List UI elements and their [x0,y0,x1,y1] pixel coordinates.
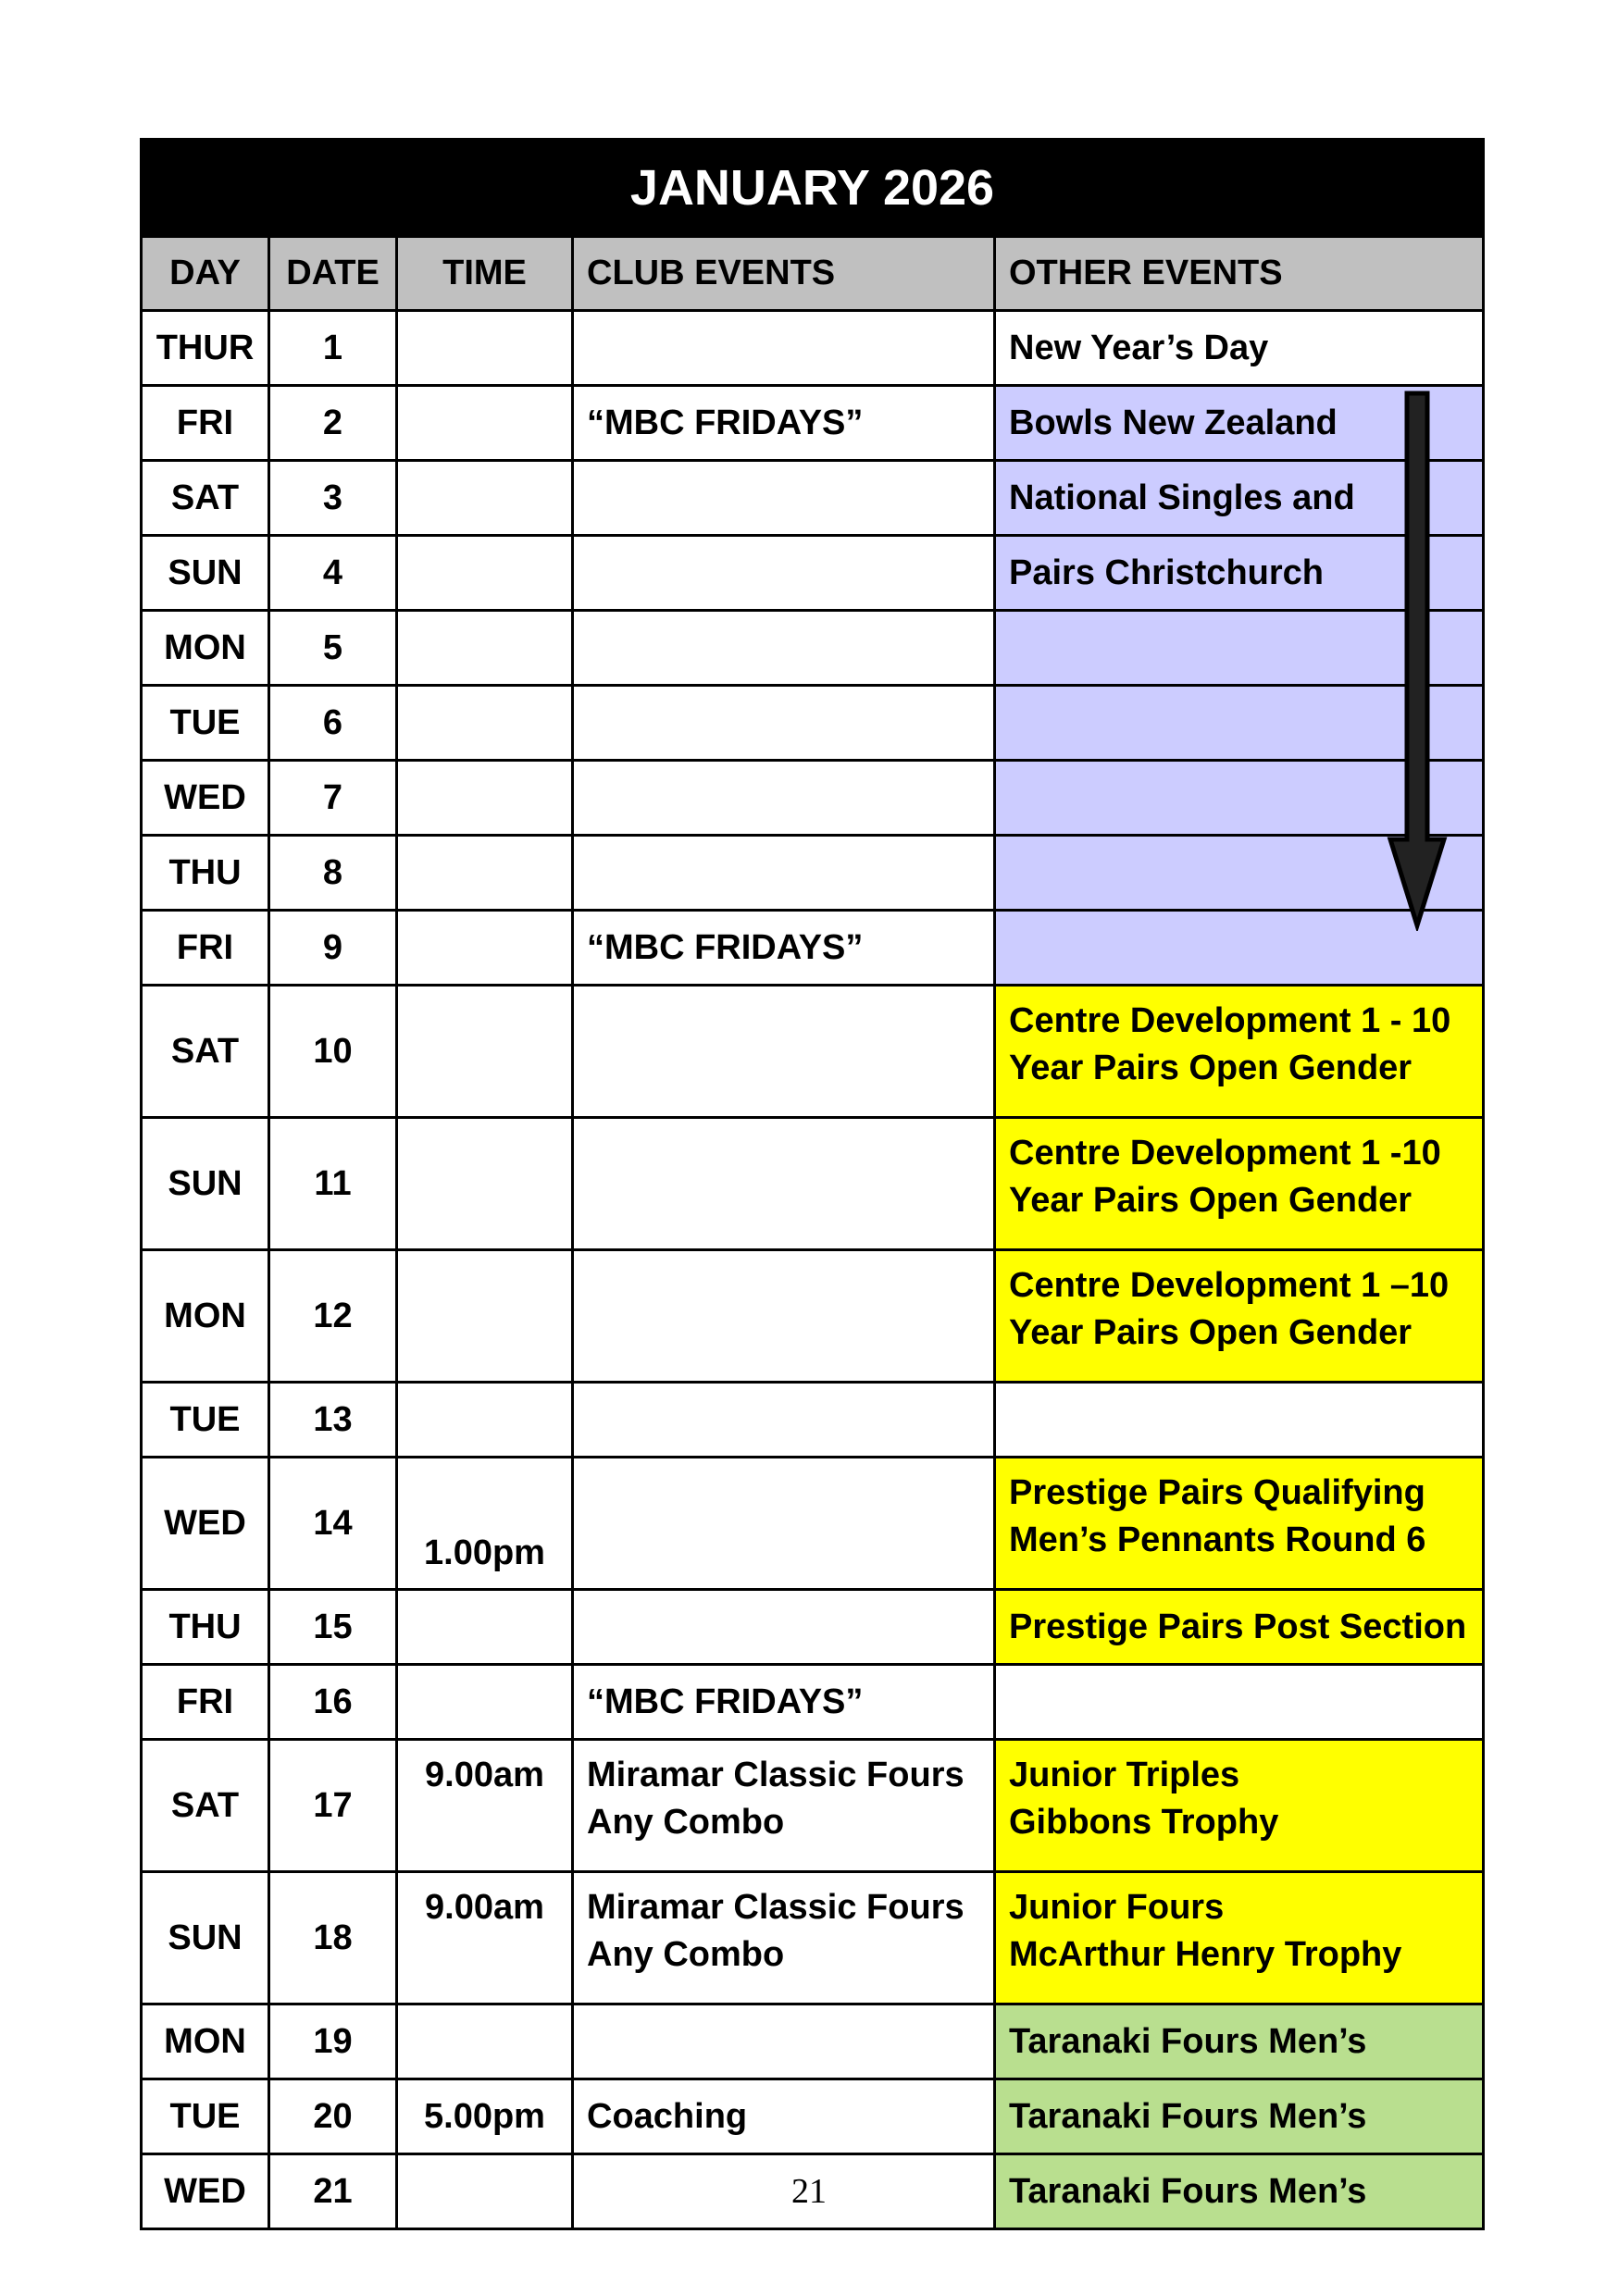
time-cell [397,461,573,536]
date-cell-text: 17 [313,1785,353,1825]
day-cell-text: TUE [169,2096,241,2136]
date-cell-text: 2 [322,403,343,442]
day-cell-text: TUE [169,702,241,742]
club-event-cell [573,1250,995,1383]
other-event-cell-text: National Singles and [1009,478,1355,517]
other-event-cell-text: Centre Development 1 -10 [1009,1134,1441,1173]
other-event-cell [995,1665,1484,1740]
other-event-cell [995,1740,1484,1872]
day-cell [142,1458,269,1590]
club-event-cell-text: “MBC FRIDAYS” [587,927,864,967]
day-cell [142,1872,269,2004]
club-event-cell [573,911,995,986]
time-cell [397,386,573,461]
club-event-cell [573,686,995,761]
day-cell-text: SAT [170,1785,240,1825]
date-cell [269,461,397,536]
header-row [142,237,1484,311]
club-event-cell [573,1740,995,1872]
club-event-cell [573,1872,995,2004]
table-row [142,386,1484,461]
day-cell-text: WED [164,1503,246,1543]
time-cell-text: 1.00pm [424,1533,545,1572]
day-cell-text: WED [164,2171,246,2211]
calendar-title: JANUARY 2026 [142,140,1484,237]
table-row [142,1590,1484,1665]
date-cell [269,1665,397,1740]
time-cell [397,911,573,986]
day-cell-text: SUN [168,1163,243,1203]
club-event-cell [573,461,995,536]
table-row [142,686,1484,761]
day-cell-text: THU [168,852,242,892]
other-event-cell-text: Prestige Pairs Post Section [1009,1607,1467,1646]
other-event-cell-text: Gibbons Trophy [1009,1803,1279,1842]
date-cell-text: 9 [322,927,343,967]
table-row [142,1383,1484,1458]
date-cell-text: 7 [322,777,343,817]
day-cell-text: FRI [176,1682,234,1721]
header-day: DAY [142,237,269,311]
table-row [142,1250,1484,1383]
date-cell [269,1118,397,1250]
day-cell [142,686,269,761]
day-cell-text: FRI [176,927,234,967]
table-row [142,1458,1484,1590]
day-cell-text: FRI [176,403,234,442]
day-cell-text: TUE [169,1399,241,1439]
club-event-cell [573,1383,995,1458]
other-event-cell-text: Junior Fours [1009,1888,1225,1927]
day-cell [142,2004,269,2079]
date-cell [269,386,397,461]
club-event-cell [573,761,995,836]
date-cell-text: 21 [313,2171,353,2211]
date-cell [269,1872,397,2004]
table-row [142,911,1484,986]
page-number: 21 [791,2172,827,2211]
other-event-cell-text: Men’s Pennants Round 6 [1009,1520,1426,1559]
date-cell [269,1250,397,1383]
table-row [142,1740,1484,1872]
other-event-cell-text: Year Pairs Open Gender [1009,1049,1413,1087]
time-cell [397,1118,573,1250]
day-cell-text: MON [164,2021,246,2061]
day-cell [142,1250,269,1383]
day-cell-text: SAT [170,1031,240,1071]
club-event-cell-text: “MBC FRIDAYS” [587,403,864,442]
date-cell-text: 14 [313,1503,353,1543]
header-date: DATE [269,237,397,311]
club-event-cell-text: Miramar Classic Fours [587,1888,965,1927]
table-row [142,536,1484,611]
time-cell [397,686,573,761]
day-cell [142,911,269,986]
club-event-cell-text: Any Combo [587,1803,785,1842]
date-cell [269,2079,397,2154]
day-cell [142,1590,269,1665]
header-club-events: CLUB EVENTS [573,237,995,311]
club-event-cell-text: Miramar Classic Fours [587,1756,965,1794]
date-cell-text: 12 [313,1296,353,1335]
club-event-cell [573,1118,995,1250]
other-event-cell-text: Year Pairs Open Gender [1009,1181,1413,1220]
table-row [142,986,1484,1118]
other-event-cell [995,311,1484,386]
day-cell [142,536,269,611]
time-cell-text: 9.00am [425,1888,544,1927]
date-cell-text: 11 [314,1163,352,1203]
time-cell [397,1872,573,2004]
date-cell [269,1740,397,1872]
time-cell [397,2004,573,2079]
other-event-cell [995,2004,1484,2079]
day-cell [142,836,269,911]
table-row [142,1665,1484,1740]
date-cell-text: 13 [313,1399,353,1439]
table-row [142,1872,1484,2004]
other-event-cell [995,1590,1484,1665]
other-event-cell [995,1250,1484,1383]
other-event-cell-text: Prestige Pairs Qualifying [1009,1473,1425,1512]
other-event-cell [995,1458,1484,1590]
date-cell [269,761,397,836]
day-cell [142,1383,269,1458]
club-event-cell [573,986,995,1118]
day-cell [142,386,269,461]
date-cell-text: 1 [322,328,343,367]
date-cell [269,1458,397,1590]
date-cell-text: 4 [322,552,343,592]
date-cell-text: 5 [322,627,343,667]
other-event-cell [995,1872,1484,2004]
other-event-cell-text: Taranaki Fours Men’s [1009,2096,1367,2136]
other-event-cell-text: Centre Development 1 - 10 [1009,1001,1451,1040]
down-arrow-icon [1387,391,1448,931]
other-event-cell [995,1383,1484,1458]
other-event-cell [995,986,1484,1118]
other-event-cell-text: Taranaki Fours Men’s [1009,2021,1367,2061]
other-event-cell-text: Centre Development 1 –10 [1009,1266,1450,1305]
calendar-body [142,311,1484,2229]
date-cell [269,1383,397,1458]
date-cell-text: 8 [322,852,343,892]
club-event-cell [573,536,995,611]
table-row [142,2079,1484,2154]
time-cell-text: 9.00am [425,1756,544,1794]
table-row [142,461,1484,536]
day-cell [142,2079,269,2154]
club-event-cell-text: “MBC FRIDAYS” [587,1682,864,1721]
date-cell [269,311,397,386]
date-cell [269,911,397,986]
table-row [142,2004,1484,2079]
other-event-cell-text: McArthur Henry Trophy [1009,1935,1402,1974]
other-event-cell [995,2079,1484,2154]
date-cell [269,836,397,911]
time-cell [397,986,573,1118]
time-cell [397,1740,573,1872]
club-event-cell [573,611,995,686]
arrow-shape [1390,393,1444,925]
table-row [142,761,1484,836]
time-cell [397,1590,573,1665]
date-cell-text: 10 [313,1031,353,1071]
club-event-cell [573,836,995,911]
other-event-cell-text: Junior Triples [1009,1756,1240,1794]
time-cell [397,611,573,686]
table-row [142,611,1484,686]
day-cell-text: SUN [168,1917,243,1957]
date-cell [269,986,397,1118]
time-cell [397,2079,573,2154]
day-cell-text: WED [164,777,246,817]
day-cell-text: SAT [170,478,240,517]
date-cell [269,2004,397,2079]
club-event-cell [573,1590,995,1665]
club-event-cell [573,386,995,461]
club-event-cell-text: Coaching [587,2096,748,2136]
club-event-cell [573,1665,995,1740]
date-cell [269,686,397,761]
club-event-cell [573,2079,995,2154]
day-cell-text: THU [168,1607,242,1646]
time-cell [397,761,573,836]
title-row [142,140,1484,237]
day-cell [142,611,269,686]
other-event-cell-text: Taranaki Fours Men’s [1009,2171,1367,2211]
day-cell-text: SUN [168,552,243,592]
date-cell-text: 20 [313,2096,353,2136]
date-cell-text: 16 [313,1682,353,1721]
day-cell [142,986,269,1118]
time-cell-text: 5.00pm [424,2096,545,2136]
time-cell [397,1665,573,1740]
day-cell [142,311,269,386]
date-cell [269,536,397,611]
date-cell-text: 18 [313,1917,353,1957]
date-cell [269,611,397,686]
time-cell [397,836,573,911]
header-other-events: OTHER EVENTS [995,237,1484,311]
date-cell-text: 15 [313,1607,353,1646]
day-cell [142,461,269,536]
club-event-cell [573,2004,995,2079]
club-event-cell [573,311,995,386]
table-row [142,311,1484,386]
time-cell [397,311,573,386]
table-row [142,1118,1484,1250]
other-event-cell-text: New Year’s Day [1009,328,1269,367]
time-cell [397,536,573,611]
date-cell-text: 6 [322,702,343,742]
time-cell [397,1458,573,1590]
day-cell-text: THUR [156,328,255,367]
club-event-cell-text: Any Combo [587,1935,785,1974]
other-event-cell-text: Pairs Christchurch [1009,552,1324,592]
club-event-cell [573,1458,995,1590]
day-cell [142,1118,269,1250]
table-row [142,836,1484,911]
date-cell-text: 19 [313,2021,353,2061]
date-cell [269,1590,397,1665]
day-cell-text: MON [164,627,246,667]
other-event-cell-text: Year Pairs Open Gender [1009,1313,1413,1352]
time-cell [397,1250,573,1383]
header-time: TIME [397,237,573,311]
calendar-table [140,138,1485,2230]
day-cell-text: MON [164,1296,246,1335]
other-event-cell-text: Bowls New Zealand [1009,403,1338,442]
other-event-cell [995,1118,1484,1250]
day-cell [142,761,269,836]
day-cell [142,1665,269,1740]
time-cell [397,1383,573,1458]
day-cell [142,1740,269,1872]
date-cell-text: 3 [322,478,343,517]
